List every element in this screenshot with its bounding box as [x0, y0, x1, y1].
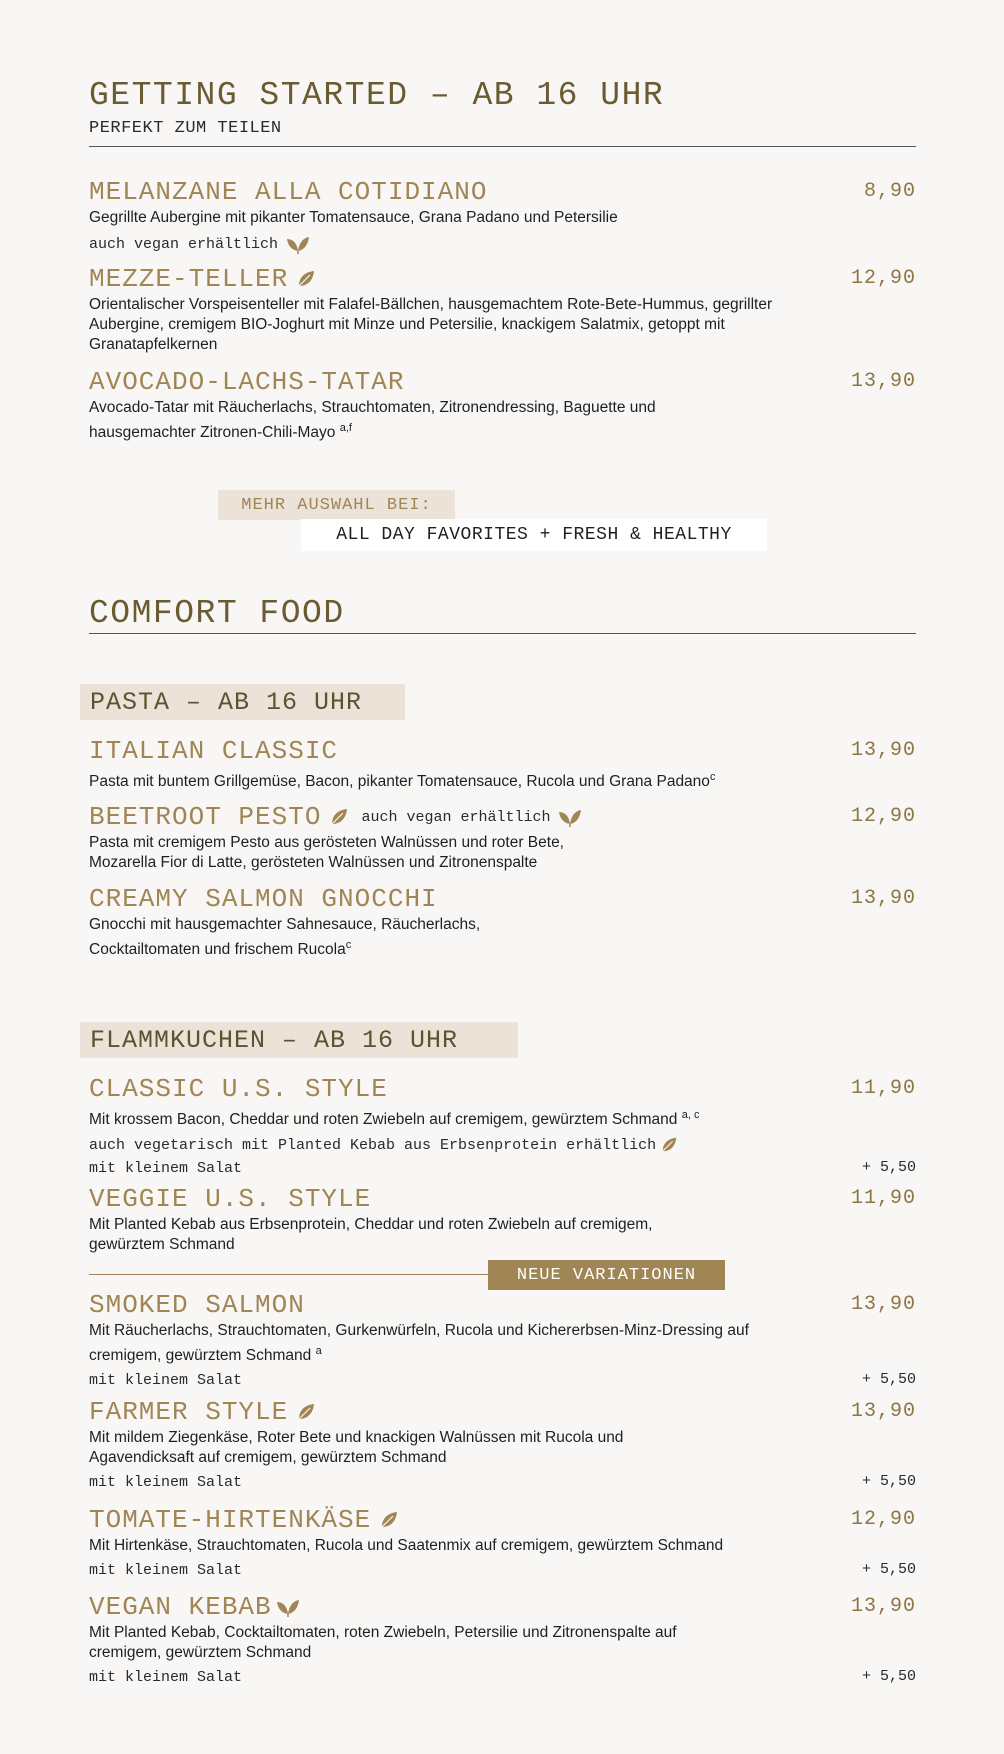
note-text: auch vegetarisch mit Planted Kebab aus Erbsenprotein erhältlich — [89, 1136, 657, 1154]
item-description: Mit Hirtenkäse, Strauchtomaten, Rucola und Saatenmix auf cremigem, gewürztem Schmand — [89, 1537, 724, 1554]
item-description: Orientalischer Vorspeisenteller mit Falafel-Bällchen, hausgemachtem Rote-Bete-Hummus, gegrillter Aubergine, cremigem BIO-Joghurt mit Minze und Petersilie, knackigem Salatmix, getoppt mit Granatapfelkernen — [89, 296, 773, 353]
item-name: CLASSIC U.S. STYLE — [89, 1074, 388, 1104]
vegetarian-leaf-icon — [329, 807, 349, 827]
item-note — [89, 1136, 916, 1154]
item-description: Mit Planted Kebab, Cocktailtomaten, roten Zwiebeln, Petersilie und Zitronenspalte auf cremigem, gewürztem Schmand — [89, 1624, 677, 1661]
allergen-sup: a,f — [339, 422, 352, 434]
item-name: MELANZANE ALLA COTIDIANO — [89, 177, 488, 207]
item-name: MEZZE-TELLER — [89, 264, 289, 294]
new-variations-badge: NEUE VARIATIONEN — [488, 1260, 725, 1290]
item-name: SMOKED SALMON — [89, 1290, 305, 1320]
menu-item-mezze — [89, 264, 916, 355]
item-price: 12,90 — [850, 1508, 916, 1531]
desc-text: Avocado-Tatar mit Räucherlachs, Strauchtomaten, Zitronendressing, Baguette und hausgemachter Zitronen-Chili-Mayo — [89, 399, 656, 442]
desc-text: Gnocchi mit hausgemachter Sahnesauce, Räucherlachs, Cocktailtomaten und frischem Rucola — [89, 916, 481, 959]
allergen-sup: a — [315, 1345, 322, 1357]
more-choice-label: MEHR AUSWAHL BEI: — [218, 490, 455, 520]
category-pasta — [80, 684, 405, 720]
menu-item-beetroot-pesto — [89, 802, 916, 873]
menu-item-classic-us-style — [89, 1074, 916, 1177]
side-label: mit kleinem Salat — [89, 1160, 243, 1178]
item-price: 13,90 — [850, 1293, 916, 1316]
desc-text: Mit krossem Bacon, Cheddar und roten Zwiebeln auf cremigem, gewürztem Schmand — [89, 1111, 678, 1129]
item-price: 13,90 — [850, 1400, 916, 1423]
item-price: 13,90 — [850, 370, 916, 393]
side-salad-option — [89, 1473, 916, 1491]
menu-item-tomate-hirtenkaese — [89, 1505, 916, 1579]
menu-item-creamy-salmon-gnocchi — [89, 884, 916, 960]
item-price: 13,90 — [850, 887, 916, 910]
section-title-getting-started: GETTING STARTED – AB 16 UHR — [89, 77, 665, 114]
allergen-sup: c — [345, 939, 352, 951]
divider — [89, 633, 916, 634]
allergen-sup: a, c — [681, 1109, 700, 1121]
item-description — [89, 398, 749, 443]
item-name: VEGGIE U.S. STYLE — [89, 1184, 372, 1214]
item-price: 8,90 — [863, 180, 916, 203]
item-description: Gegrillte Aubergine mit pikanter Tomatensauce, Grana Padano und Petersilie — [89, 209, 618, 226]
side-price: + 5,50 — [861, 1159, 916, 1177]
desc-text: Mit Räucherlachs, Strauchtomaten, Gurkenwürfeln, Rucola und Kichererbsen-Minz-Dressing auf cremigem, gewürztem Schmand — [89, 1322, 749, 1365]
side-label: mit kleinem Salat — [89, 1669, 243, 1686]
category-title: PASTA – AB 16 UHR — [90, 687, 363, 717]
item-description — [89, 915, 549, 960]
divider — [89, 146, 916, 147]
vegetarian-leaf-icon — [296, 269, 316, 289]
item-name: ITALIAN CLASSIC — [89, 736, 339, 766]
item-name: FARMER STYLE — [89, 1397, 289, 1427]
allergen-sup: c — [709, 771, 716, 783]
menu-item-smoked-salmon — [89, 1290, 916, 1389]
side-salad-option — [89, 1668, 916, 1686]
side-salad-option — [89, 1561, 916, 1579]
item-description: Mit Planted Kebab aus Erbsenprotein, Cheddar und roten Zwiebeln auf cremigem, gewürztem Schmand — [89, 1216, 653, 1253]
item-name: BEETROOT PESTO — [89, 802, 322, 832]
vegan-leaf-icon — [286, 234, 310, 254]
item-description — [89, 1105, 916, 1130]
item-price: 11,90 — [850, 1077, 916, 1100]
category-title: FLAMMKUCHEN – AB 16 UHR — [90, 1025, 459, 1055]
item-description — [89, 1321, 789, 1366]
vegan-leaf-icon — [558, 807, 582, 827]
menu-item-veggie-us-style — [89, 1184, 916, 1255]
desc-text: Pasta mit buntem Grillgemüse, Bacon, pikanter Tomatensauce, Rucola und Grana Padano — [89, 773, 710, 791]
item-description: Mit mildem Ziegenkäse, Roter Bete und knackigen Walnüssen mit Rucola und Agavendicksaft auf cremigem, gewürztem Schmand — [89, 1429, 624, 1466]
item-price: 13,90 — [850, 1595, 916, 1618]
menu-item-melanzane — [89, 177, 916, 254]
item-name: AVOCADO-LACHS-TATAR — [89, 367, 405, 397]
item-name: VEGAN KEBAB — [89, 1592, 272, 1622]
note-text: auch vegan erhältlich — [89, 235, 279, 253]
menu-item-vegan-kebab — [89, 1592, 916, 1686]
item-description — [89, 767, 916, 792]
side-price: + 5,50 — [861, 1668, 916, 1685]
section-subtitle: PERFEKT ZUM TEILEN — [89, 119, 282, 138]
vegan-leaf-icon — [276, 1597, 300, 1617]
side-label: mit kleinem Salat — [89, 1562, 243, 1579]
side-price: + 5,50 — [861, 1561, 916, 1578]
side-price: + 5,50 — [861, 1473, 916, 1490]
item-note — [89, 234, 916, 254]
category-flammkuchen — [80, 1022, 518, 1058]
inline-note: auch vegan erhältlich — [361, 808, 551, 826]
vegetarian-leaf-icon — [660, 1136, 678, 1154]
item-name: CREAMY SALMON GNOCCHI — [89, 884, 438, 914]
item-price: 12,90 — [850, 805, 916, 828]
item-price: 13,90 — [850, 739, 916, 762]
side-label: mit kleinem Salat — [89, 1474, 243, 1491]
item-price: 11,90 — [850, 1187, 916, 1210]
menu-item-avocado — [89, 367, 916, 443]
item-price: 12,90 — [850, 267, 916, 290]
menu-item-farmer-style — [89, 1397, 916, 1491]
side-salad-option — [89, 1159, 916, 1177]
side-label: mit kleinem Salat — [89, 1372, 243, 1390]
side-price: + 5,50 — [861, 1371, 916, 1389]
section-title-comfort-food: COMFORT FOOD — [89, 595, 345, 632]
vegetarian-leaf-icon — [379, 1510, 399, 1530]
item-description: Pasta mit cremigem Pesto aus gerösteten Walnüssen und roter Bete, Mozarella Fior di Latte, gerösteten Walnüssen und Zitronenspalte — [89, 834, 564, 871]
item-name: TOMATE-HIRTENKÄSE — [89, 1505, 372, 1535]
new-variations-line — [89, 1274, 489, 1275]
side-salad-option — [89, 1371, 916, 1389]
vegetarian-leaf-icon — [296, 1402, 316, 1422]
more-choice-link[interactable]: ALL DAY FAVORITES + FRESH & HEALTHY — [301, 519, 767, 551]
menu-item-italian-classic — [89, 736, 916, 792]
